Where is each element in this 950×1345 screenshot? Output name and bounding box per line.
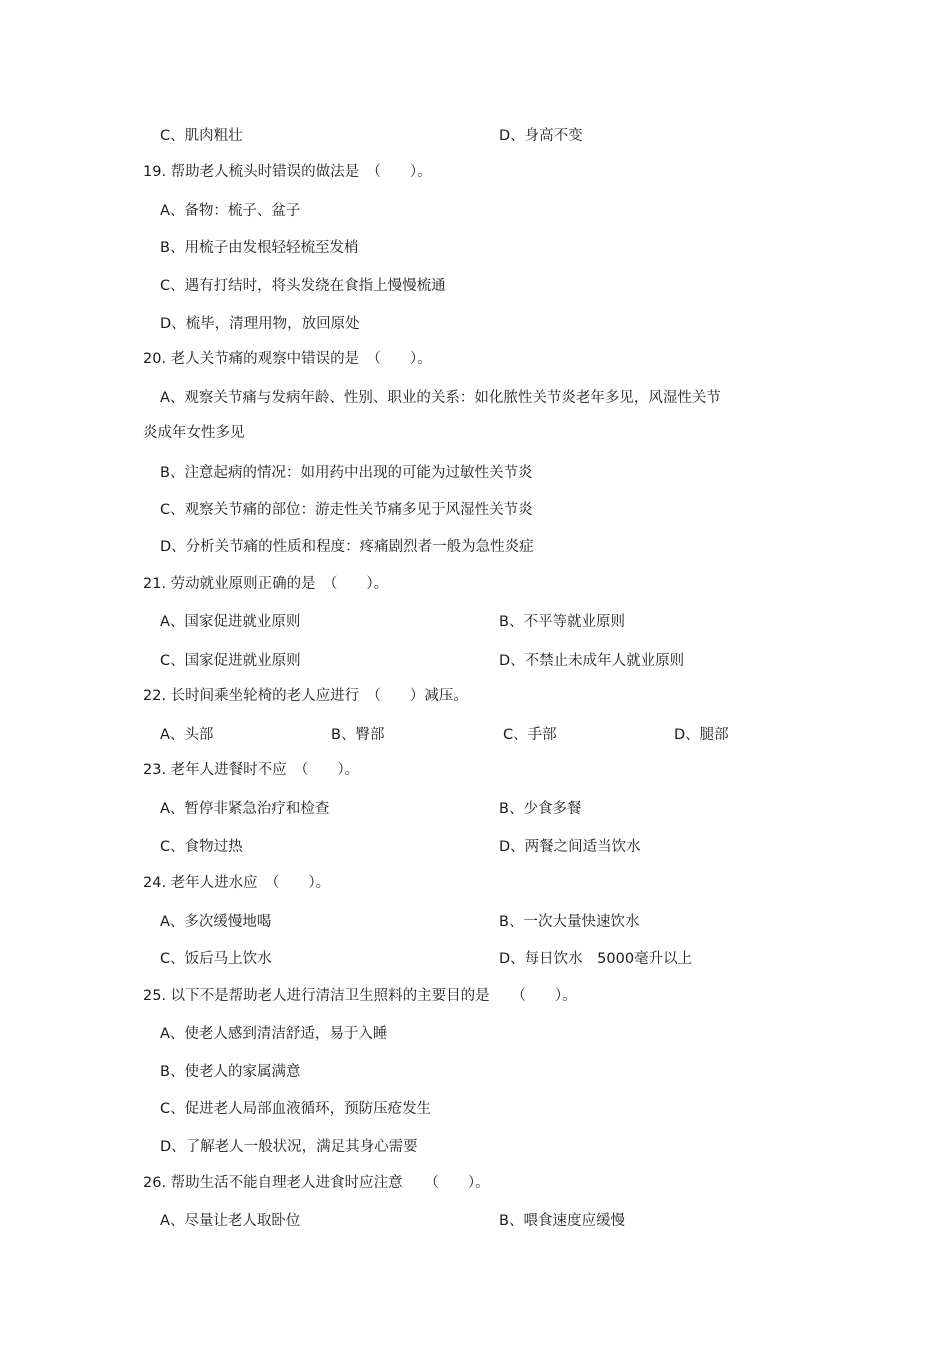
q19-option-c: C、遇有打结时，将头发绕在食指上慢慢梳通 — [160, 278, 446, 294]
q24-option-b: B、一次大量快速饮水 — [499, 914, 640, 930]
q26-stem: 26. 帮助生活不能自理老人进食时应注意 （ ）。 — [143, 1175, 490, 1191]
q26-option-b: B、喂食速度应缓慢 — [499, 1213, 625, 1229]
q22-option-c: C、手部 — [503, 727, 557, 743]
q23-option-d: D、两餐之间适当饮水 — [499, 839, 641, 855]
q21-option-b: B、不平等就业原则 — [499, 614, 625, 630]
q25-option-b: B、使老人的家属满意 — [160, 1064, 301, 1080]
q24-option-a: A、多次缓慢地喝 — [160, 914, 272, 930]
q23-stem: 23. 老年人进餐时不应 （ ）。 — [143, 762, 360, 778]
q19-stem: 19. 帮助老人梳头时错误的做法是 （ ）。 — [143, 164, 432, 180]
q20-option-d: D、分析关节痛的性质和程度：疼痛剧烈者一般为急性炎症 — [160, 539, 534, 555]
q20-stem: 20. 老人关节痛的观察中错误的是 （ ）。 — [143, 351, 432, 367]
q19-option-b: B、用梳子由发根轻轻梳至发梢 — [160, 240, 359, 256]
q18-option-c: C、肌肉粗壮 — [160, 128, 243, 144]
q24-option-d: D、每日饮水 5000毫升以上 — [499, 951, 693, 967]
q21-option-c: C、国家促进就业原则 — [160, 653, 301, 669]
q22-option-b: B、臀部 — [331, 727, 385, 743]
q21-option-a: A、国家促进就业原则 — [160, 614, 301, 630]
q20-option-c: C、观察关节痛的部位：游走性关节痛多见于风湿性关节炎 — [160, 502, 533, 518]
q23-option-a: A、暂停非紧急治疗和检查 — [160, 801, 330, 817]
q23-option-b: B、少食多餐 — [499, 801, 582, 817]
q22-option-a: A、头部 — [160, 727, 214, 743]
q26-option-a: A、尽量让老人取卧位 — [160, 1213, 301, 1229]
q20-option-b: B、注意起病的情况：如用药中出现的可能为过敏性关节炎 — [160, 465, 533, 481]
q24-stem: 24. 老年人进水应 （ ）。 — [143, 875, 331, 891]
q23-option-c: C、食物过热 — [160, 839, 243, 855]
q25-stem: 25. 以下不是帮助老人进行清洁卫生照料的主要目的是 （ ）。 — [143, 988, 577, 1004]
q19-option-d: D、梳毕，清理用物，放回原处 — [160, 316, 360, 332]
q21-option-d: D、不禁止未成年人就业原则 — [499, 653, 685, 669]
q20-option-a-line2: 炎成年女性多见 — [143, 425, 245, 441]
q25-option-a: A、使老人感到清洁舒适，易于入睡 — [160, 1026, 388, 1042]
q25-option-d: D、了解老人一般状况，满足其身心需要 — [160, 1139, 418, 1155]
q22-stem: 22. 长时间乘坐轮椅的老人应进行 （ ）减压。 — [143, 688, 468, 704]
q25-option-c: C、促进老人局部血液循环，预防压疮发生 — [160, 1101, 432, 1117]
q22-option-d: D、腿部 — [674, 727, 729, 743]
q19-option-a: A、备物：梳子、盆子 — [160, 203, 301, 219]
q24-option-c: C、饭后马上饮水 — [160, 951, 272, 967]
q20-option-a-line1: A、观察关节痛与发病年龄、性别、职业的关系：如化脓性关节炎老年多见，风湿性关节 — [160, 390, 721, 406]
q18-option-d: D、身高不变 — [499, 128, 583, 144]
q21-stem: 21. 劳动就业原则正确的是 （ ）。 — [143, 576, 389, 592]
